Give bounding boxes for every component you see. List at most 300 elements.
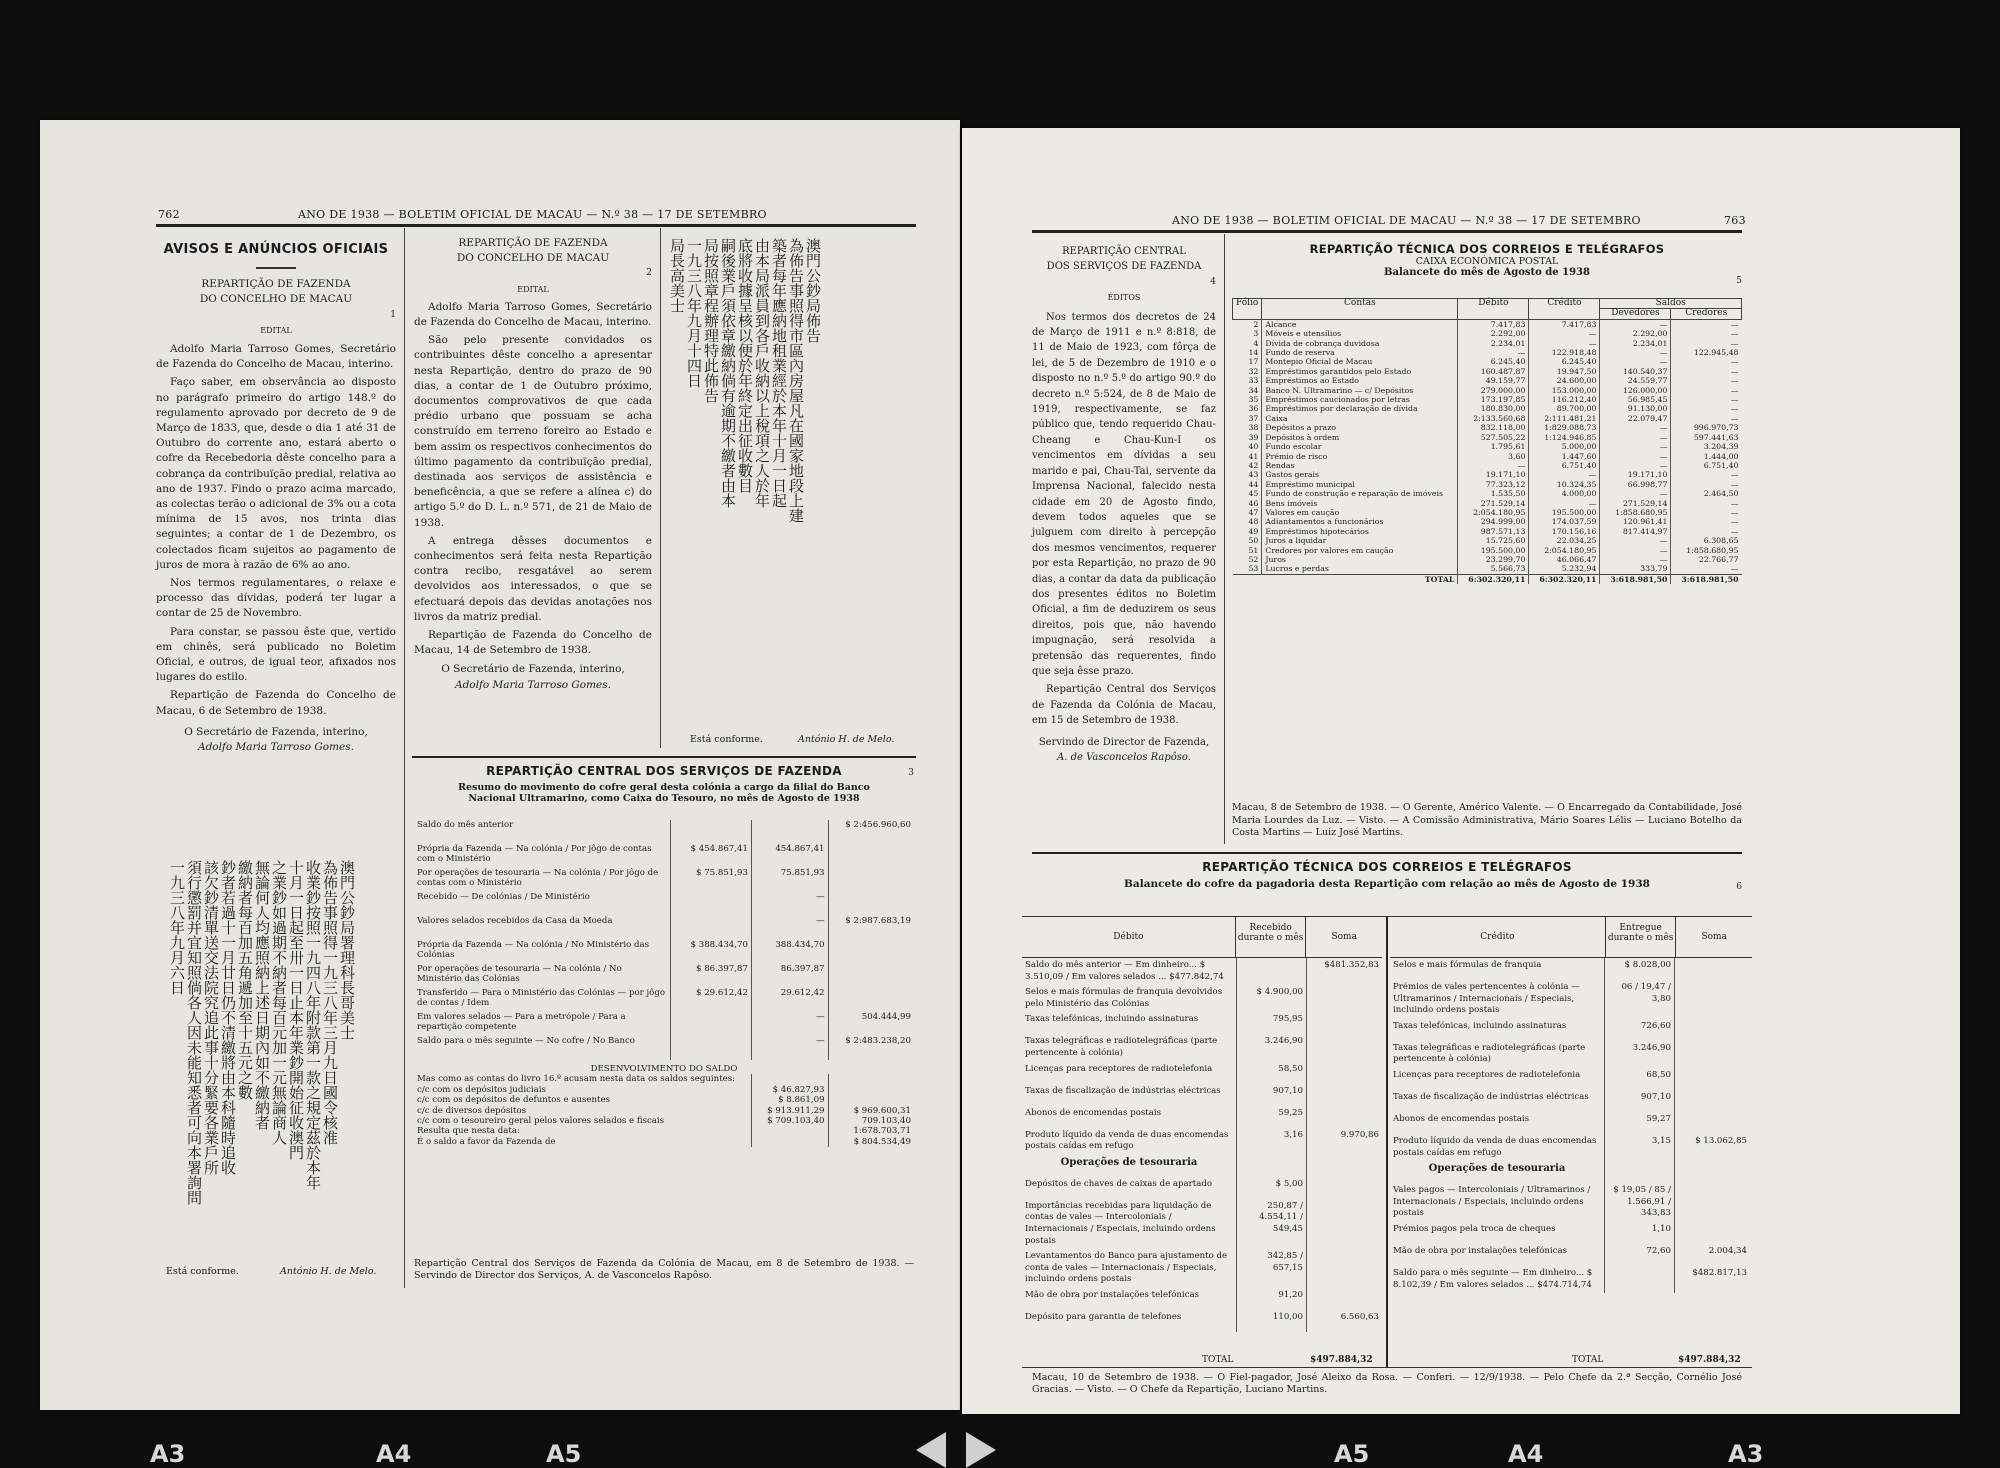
cjk-column: 須行懲罰并宜知照倘各人因未能知悉者可向本署詢問 — [185, 860, 203, 1205]
cashbox-label: Produto líquido da venda de duas encomendas postais caídas em refugo — [1025, 1129, 1229, 1152]
cashbox-row — [1022, 1288, 1382, 1310]
column-rule — [404, 228, 405, 1288]
amount-cell: — — [1600, 357, 1671, 366]
section-rule — [1032, 852, 1742, 854]
cashbox-row — [1390, 1222, 1752, 1244]
develop-amount: $ 8.861,09 — [751, 1095, 828, 1105]
cashbox-amount: 1,10 — [1604, 1222, 1674, 1244]
cashbox-row — [1022, 1034, 1382, 1061]
amount-cell: — — [1600, 442, 1671, 451]
amount-cell: — — [1671, 357, 1742, 366]
amount-cell: 987.571,13 — [1458, 527, 1529, 536]
treasury-amount: — — [751, 916, 828, 940]
cjk-column: 為佈告事照得市區內房屋凡在國家地段上建 — [787, 238, 805, 523]
amount-cell: 527.505,22 — [1458, 433, 1529, 442]
notice1-signer-name: Adolfo Maria Tarroso Gomes. — [198, 741, 354, 754]
cashbox-col-credito: Crédito — [1480, 932, 1515, 942]
amount-cell: 832.118,00 — [1458, 423, 1529, 432]
cjk-column: 為佈告事照得一九三八年三月九日國令核准 — [321, 860, 339, 1145]
header-rule — [1032, 230, 1742, 233]
cashbox-label: Abonos de encomendas postais — [1393, 1113, 1530, 1124]
savings-row — [1233, 564, 1742, 574]
amount-cell: 7.417,83 — [1529, 319, 1600, 329]
account-cell: Adiantamentos a funcionários — [1265, 517, 1384, 527]
cjk-notice-bottom — [168, 860, 355, 1260]
folio-cell: 42 — [1233, 461, 1262, 470]
amount-cell: — — [1671, 527, 1742, 536]
running-head: ANO DE 1938 — BOLETIM OFICIAL DE MACAU — N.º 38 — 17 DE SETEMBRO — [1172, 214, 1641, 227]
amount-cell: 1.447,60 — [1529, 452, 1600, 461]
develop-label: É o saldo a favor da Fazenda de — [417, 1136, 556, 1147]
page-number: 763 — [1724, 214, 1746, 227]
cjk-top-conform: Está conforme. — [690, 734, 763, 745]
savings-row — [1233, 470, 1742, 479]
amount-cell: 89.700,00 — [1529, 404, 1600, 413]
amount-cell: 2.292,00 — [1458, 329, 1529, 338]
amount-cell: 279.000,00 — [1458, 386, 1529, 395]
account-cell: Empréstimos por declaração de dívida — [1265, 404, 1418, 414]
col-debito: Débito — [1458, 299, 1529, 320]
develop-label: c/c com o tesoureiro geral pelos valores selados e fiscais — [417, 1116, 665, 1127]
folio-cell: 45 — [1233, 489, 1262, 498]
treasury-row — [414, 1012, 914, 1036]
treasury-row — [414, 844, 914, 868]
folio-cell: 37 — [1233, 414, 1262, 423]
cashbox-amount — [1674, 1183, 1750, 1222]
notice1-kind: EDITAL — [260, 325, 292, 335]
cashbox-label: Taxas telefónicas, incluindo assinaturas — [1393, 1020, 1567, 1031]
notice1-line: Faço saber, em observância ao disposto no parágrafo primeiro do artigo 148.º do regulamento aprovado por decreto de 9 de Março de 1833, que, desde o dia 1 até 31 de Outubro do corrente ano, estará aberto o cofre da Recebedoria dêste concelho para a cobrança da contribuïção predial, relativa ao ano de 1937. Findo o prazo acima marcado, as colectas terão o adicional de 3% ou a cota mínima de 15 avos, nos trinta dias seguintes; a contar de 1 de Dezembro, os colectados ficam sujeitos ao pagamento de juros de mora à razão de 6% ao ano. — [156, 376, 396, 571]
folio-cell: 41 — [1233, 452, 1262, 461]
savings-row — [1233, 339, 1742, 348]
account-cell: Valores em caução — [1265, 507, 1340, 517]
amount-cell: 174.037,59 — [1529, 517, 1600, 526]
notice1-heading-2: DO CONCELHO DE MACAU — [199, 293, 353, 306]
amount-cell: — — [1671, 508, 1742, 517]
cashbox-amount: 726,60 — [1604, 1019, 1674, 1041]
amount-cell: — — [1600, 452, 1671, 461]
treasury-amount: 504.444,99 — [828, 1012, 914, 1036]
savings-row — [1233, 357, 1742, 366]
develop-amount: $ 709.103,40 — [751, 1116, 828, 1126]
savings-row — [1233, 555, 1742, 564]
cashbox-amount: 68,50 — [1604, 1068, 1674, 1090]
amount-cell: — — [1671, 367, 1742, 376]
amount-cell: — — [1671, 480, 1742, 489]
cashbox-label: Licenças para receptores de radiotelefonia — [1025, 1063, 1213, 1074]
account-cell: Gastos gerais — [1265, 470, 1320, 480]
cashbox-amount: 59,27 — [1604, 1112, 1674, 1134]
treasury-amount — [671, 916, 752, 940]
develop-amount — [751, 1126, 828, 1136]
treasury-label: Por operações de tesouraria — Na colónia / Por jôgo de contas com o Ministério — [417, 868, 659, 889]
cashbox-row — [1022, 1199, 1382, 1249]
savings-title: REPARTIÇÃO TÉCNICA DOS CORREIOS E TELÉGRAFOS — [1309, 242, 1665, 256]
savings-row — [1233, 461, 1742, 470]
savings-row — [1233, 367, 1742, 376]
cashbox-col-soma: Soma — [1305, 917, 1382, 957]
develop-amount — [751, 1074, 828, 1084]
treasury-amount: 75.851,93 — [751, 868, 828, 892]
amount-cell: 1:829.088,73 — [1529, 423, 1600, 432]
cashbox-amount — [1674, 1041, 1750, 1068]
cashbox-amount — [1674, 1222, 1750, 1244]
cashbox-label: Levantamentos do Banco para ajustamento de conta de vales — Internacionais / Especiais, incluindo ordens postais — [1025, 1251, 1228, 1285]
cashbox-amount: 72,60 — [1604, 1244, 1674, 1266]
amount-cell: — — [1529, 339, 1600, 348]
treasury-amount: $ 2:987.683,19 — [828, 916, 914, 940]
account-cell: Bens imóveis — [1265, 498, 1318, 508]
notice2-line: São pelo presente convidados os contribuintes dêste concelho a apresentar nesta Repartição, dentro do prazo de 90 dias, a contar de 1 de Outubro próximo, documentos comprovativos de que cada prédio urbano que possuam se acha construído em terreno foreiro ao Estado e bem assim os respectivos conhecimentos do último pagamento da contribuïção predial, destinada aos serviços de assistência e beneficência, a que se refere a alínea c) do artigo 5.º do D. L. n.º 571, de 21 de Maio de 1938. — [414, 334, 652, 529]
treasury-amount — [671, 892, 752, 916]
savings-row — [1233, 348, 1742, 357]
notice2-kind: EDITAL — [517, 284, 549, 294]
cashbox-amount: $ 5,00 — [1236, 1177, 1306, 1199]
cashbox-row — [1390, 1134, 1752, 1161]
cashbox-label: Saldo para o mês seguinte — Em dinheiro... $ 8.102,39 / Em valores selados ... $474.714,74 — [1393, 1267, 1593, 1290]
amount-cell: 6.751,40 — [1671, 461, 1742, 470]
develop-amount — [828, 1085, 914, 1095]
amount-cell: 3.204,39 — [1671, 442, 1742, 451]
cashbox-number: 6 — [1736, 882, 1742, 892]
cjk-column: 十月一日起至卅一日止本年業鈔開始征收澳門 — [287, 860, 305, 1160]
amount-cell: — — [1671, 470, 1742, 479]
col-credores: Credores — [1671, 309, 1742, 319]
notice2-signer-name: Adolfo Maria Tarroso Gomes. — [455, 678, 611, 691]
treasury-row — [414, 868, 914, 892]
amount-cell: — — [1600, 423, 1671, 432]
cashbox-row — [1390, 1183, 1752, 1222]
cashbox-amount: 3.246,90 — [1236, 1034, 1306, 1061]
treasury-subtitle-1: Resumo do movimento do cofre geral desta colónia a cargo da filial do Banco — [458, 782, 870, 793]
treasury-amount: $ 2:456.960,60 — [828, 820, 914, 844]
cashbox-label: Licenças para receptores de radiotelefonia — [1393, 1069, 1581, 1080]
amount-cell: 2:054.180,95 — [1458, 508, 1529, 517]
notice2-number: 2 — [646, 268, 652, 279]
savings-table — [1232, 298, 1742, 584]
cjk-column: 一九三八年九月六日 — [168, 860, 186, 995]
cashbox-label: Taxas telefónicas, incluindo assinaturas — [1025, 1014, 1199, 1025]
account-cell: Empréstimos garantidos pelo Estado — [1265, 366, 1412, 376]
cashbox-amount — [1306, 1155, 1382, 1177]
savings-row — [1233, 536, 1742, 545]
savings-row — [1233, 319, 1742, 329]
savings-row — [1233, 442, 1742, 451]
treasury-amount — [828, 868, 914, 892]
develop-label: c/c com os depósitos judiciais — [417, 1084, 546, 1095]
amount-cell: 2.234,01 — [1600, 339, 1671, 348]
treasury-label: Própria da Fazenda — Na colónia / Por jôgo de contas com o Ministério — [417, 844, 652, 865]
develop-label: c/c de diversos depósitos — [417, 1105, 527, 1116]
cashbox-amount: 250,87 / 4.554,11 / 549,45 — [1236, 1199, 1306, 1249]
cashbox-col-recebido: Recebido durante o mês — [1235, 917, 1306, 957]
cashbox-total-debit: $497.884,32 — [1310, 1355, 1373, 1365]
account-cell: Prémio de risco — [1265, 451, 1328, 461]
amount-cell: 333,79 — [1600, 564, 1671, 574]
treasury-label: Saldo do mês anterior — [417, 820, 514, 830]
cashbox-amount — [1306, 1106, 1382, 1128]
treasury-amount — [671, 1012, 752, 1036]
cashbox-total-label: TOTAL — [1202, 1355, 1234, 1365]
notices-column-1 — [156, 236, 396, 755]
folio-cell: 14 — [1233, 348, 1262, 357]
amount-cell: — — [1671, 404, 1742, 413]
account-cell: Dívida de cobrança duvidosa — [1265, 338, 1380, 348]
folio-cell: 34 — [1233, 386, 1262, 395]
amount-cell: 120.961,41 — [1600, 517, 1671, 526]
cashbox-amount: 110,00 — [1236, 1310, 1306, 1332]
folio-cell: 35 — [1233, 395, 1262, 404]
develop-amount: $ 804.534,49 — [828, 1137, 914, 1147]
account-cell: Juros — [1265, 554, 1286, 564]
cashbox-row — [1390, 1068, 1752, 1090]
cashbox-amount: 9.970,86 — [1306, 1128, 1382, 1155]
total-amount: 3:618.981,50 — [1671, 574, 1742, 584]
edital-signer-name: A. de Vasconcelos Rapôso. — [1057, 752, 1191, 763]
account-cell: Empréstimos caucionados por letras — [1265, 395, 1410, 405]
amount-cell: 2:054.180,95 — [1529, 546, 1600, 555]
amount-cell: — — [1671, 376, 1742, 385]
cashbox-label: Taxas telegráficas e radiotelegráficas (parte pertencente à colónia) — [1393, 1042, 1586, 1065]
cashbox-credit-side — [1390, 917, 1752, 1293]
amount-cell: 116.212,40 — [1529, 395, 1600, 404]
notice1-line: Para constar, se passou êste que, vertido em chinês, será publicado no Boletim Oficial, e outros, de igual teor, afixados nos lugares do estilo. — [156, 625, 396, 684]
savings-row — [1233, 452, 1742, 461]
cashbox-amount: 3,15 — [1604, 1134, 1674, 1161]
cjk-notice-top — [668, 238, 821, 728]
blank-cell — [1233, 574, 1262, 584]
film-mark: A4 — [376, 1440, 412, 1468]
left-page — [40, 120, 960, 1410]
savings-caption: Balancete do mês de Agosto de 1938 — [1384, 267, 1590, 278]
amount-cell: 1:124.946,85 — [1529, 433, 1600, 442]
folio-cell: 38 — [1233, 423, 1262, 432]
account-cell: Banco N. Ultramarino — c/ Depósitos — [1265, 385, 1414, 395]
cashbox-label: Taxas de fiscalização de indústrias eléctricas — [1025, 1085, 1221, 1096]
account-cell: Fundo de reserva — [1265, 348, 1335, 358]
cashbox-amount — [1306, 1012, 1382, 1034]
treasury-row — [414, 1036, 914, 1060]
savings-section — [1232, 242, 1742, 286]
notices-column-2 — [414, 236, 652, 693]
col-devedores: Devedores — [1600, 309, 1671, 319]
treasury-amount: $ 75.851,93 — [671, 868, 752, 892]
amount-cell: — — [1600, 433, 1671, 442]
amount-cell: 817.414,97 — [1600, 527, 1671, 536]
amount-cell: — — [1600, 348, 1671, 357]
cashbox-amount: $ 8.028,00 — [1604, 958, 1674, 980]
amount-cell: — — [1529, 499, 1600, 508]
cashbox-amount: $ 19,05 / 85 / 1.566,91 / 343,83 — [1604, 1183, 1674, 1222]
cashbox-amount — [1306, 1199, 1382, 1249]
notice2-signer-title: O Secretário de Fazenda, interino, — [441, 663, 625, 676]
treasury-section — [414, 764, 914, 804]
cashbox-row — [1022, 1249, 1382, 1288]
amount-cell: — — [1671, 395, 1742, 404]
cjk-column: 底將收據呈核以便於年終定出征收數目 — [736, 238, 754, 493]
folio-cell: 52 — [1233, 555, 1262, 564]
cashbox-amount: $481.352,83 — [1306, 958, 1382, 985]
notice2-line: Repartição de Fazenda do Concelho de Macau, 14 de Setembro de 1938. — [414, 629, 652, 657]
cjk-bottom-signer: António H. de Melo. — [280, 1266, 377, 1277]
amount-cell: — — [1671, 319, 1742, 329]
cashbox-row — [1390, 1090, 1752, 1112]
cashbox-label: Prémios de vales pertencentes à colónia — Ultramarinos / Internacionais / Especiais, incluindo ordens postais — [1393, 982, 1580, 1016]
develop-amount: 709.103,40 — [828, 1116, 914, 1126]
amount-cell: 2.292,00 — [1600, 329, 1671, 338]
notice2-line: A entrega dêsses documentos e conhecimentos será feita nesta Repartição contra recibo, resgatável ao serem devolvidos aos interessados, o que se efectuará depois das devidas anotações nos livros da matriz predial. — [414, 534, 652, 623]
treasury-row — [414, 892, 914, 916]
develop-row — [414, 1126, 914, 1136]
folio-cell: 44 — [1233, 480, 1262, 489]
cashbox-amount — [1604, 1161, 1674, 1183]
account-cell: Caixa — [1265, 413, 1288, 423]
edital-heading-1: REPARTIÇÃO CENTRAL — [1062, 246, 1186, 257]
cashbox-amount: 907,10 — [1604, 1090, 1674, 1112]
amount-cell: — — [1671, 386, 1742, 395]
cashbox-total-label-2: TOTAL — [1572, 1355, 1604, 1365]
folio-cell: 33 — [1233, 376, 1262, 385]
account-cell: Móveis e utensílios — [1265, 329, 1342, 339]
amount-cell: 19.947,50 — [1529, 367, 1600, 376]
amount-cell: 2:133.560,68 — [1458, 414, 1529, 423]
amount-cell: 6.308,65 — [1671, 536, 1742, 545]
notice1-line: Adolfo Maria Tarroso Gomes, Secretário de Fazenda do Concelho de Macau, interino. — [156, 343, 396, 371]
cashbox-col-debito: Débito — [1113, 932, 1144, 942]
savings-row — [1233, 433, 1742, 442]
notice2-heading-2: DO CONCELHO DE MACAU — [456, 252, 610, 265]
cashbox-label: Produto líquido da venda de duas encomendas postais caídas em refugo — [1393, 1135, 1597, 1158]
amount-cell: 160.487,87 — [1458, 367, 1529, 376]
cashbox-amount: 58,50 — [1236, 1062, 1306, 1084]
cashbox-row — [1390, 958, 1752, 980]
amount-cell: 10.324,35 — [1529, 480, 1600, 489]
develop-label: Resulta que nesta data: — [417, 1126, 520, 1137]
cashbox-label: Importâncias recebidas para liquidação de contas de vales — Intercoloniais / Internacionais / Especiais, incluindo ordens postais — [1025, 1200, 1216, 1246]
divider — [256, 267, 296, 269]
treasury-table — [414, 820, 914, 1147]
amount-cell: 122.945,48 — [1671, 348, 1742, 357]
treasury-row — [414, 916, 914, 940]
cashbox-amount — [1604, 1266, 1674, 1293]
cashbox-label: Vales pagos — Intercoloniais / Ultramarinos / Internacionais / Especiais, incluindo ordens postais — [1393, 1185, 1591, 1219]
edital-kind: ÉDITOS — [1107, 293, 1141, 303]
folio-cell: 39 — [1233, 433, 1262, 442]
cashbox-amount — [1674, 1161, 1750, 1183]
amount-cell: 1:858.680,95 — [1600, 508, 1671, 517]
amount-cell: 6.245,40 — [1529, 357, 1600, 366]
savings-row — [1233, 395, 1742, 404]
right-page — [962, 128, 1960, 1414]
cashbox-amount — [1306, 1249, 1382, 1288]
amount-cell: 170.156,16 — [1529, 527, 1600, 536]
treasury-label: Por operações de tesouraria — Na colónia / No Ministério das Colónias — [417, 964, 622, 985]
account-cell: Fundo de construção e reparação de imóveis — [1265, 489, 1444, 499]
account-cell: Montepio Oficial de Macau — [1265, 357, 1373, 367]
cashbox-footer: Macau, 10 de Setembro de 1938. — O Fiel-pagador, José Aleixo da Rosa. — Conferi. — 12/9/1938. — Pelo Chefe da 2.ª Secção, Cornélio José Gracias. — Visto. — O Chefe da Repartição, Luciano Martins. — [1032, 1372, 1742, 1395]
cashbox-row — [1390, 1161, 1752, 1183]
amount-cell: 22.034,25 — [1529, 536, 1600, 545]
col-contas: Contas — [1262, 299, 1458, 320]
amount-cell: — — [1671, 414, 1742, 423]
treasury-label: Recebido — De colónias / De Ministério — [417, 892, 590, 902]
cashbox-section — [1032, 860, 1742, 890]
cashbox-amount: 6.560,63 — [1306, 1310, 1382, 1332]
amount-cell: 49.159,77 — [1458, 376, 1529, 385]
savings-row — [1233, 489, 1742, 498]
amount-cell: 77.323,12 — [1458, 480, 1529, 489]
col-credito: Crédito — [1529, 299, 1600, 320]
col-folio: Fólio — [1233, 299, 1262, 320]
cashbox-amount: $482.817,13 — [1674, 1266, 1750, 1293]
cashbox-amount: 59,25 — [1236, 1106, 1306, 1128]
folio-cell: 48 — [1233, 517, 1262, 526]
folio-cell: 50 — [1233, 536, 1262, 545]
cashbox-amount — [1306, 1062, 1382, 1084]
account-cell: Depósitos à ordem — [1265, 432, 1340, 442]
cashbox-label: Taxas de fiscalização de indústrias eléctricas — [1393, 1091, 1589, 1102]
savings-footer: Macau, 8 de Setembro de 1938. — O Gerente, Américo Valente. — O Encarregado da Contabilidade, José Maria Lourdes da Luz. — Visto. — A Comissão Administrativa, Mário Soares Lélis — Luciano Botelho da Costa Martins — Luiz José Martins. — [1232, 802, 1742, 838]
cashbox-label: Abonos de encomendas postais — [1025, 1107, 1162, 1118]
cashbox-amount — [1306, 1034, 1382, 1061]
amount-cell: 3,60 — [1458, 452, 1529, 461]
develop-amount: $ 46.827,93 — [751, 1085, 828, 1095]
cashbox-amount — [1674, 1090, 1750, 1112]
treasury-subtitle-2: Nacional Ultramarino, como Caixa do Tesouro, no mês de Agosto de 1938 — [468, 793, 860, 804]
section-title: AVISOS E ANÚNCIOS OFICIAIS — [163, 242, 389, 257]
notice1-signer-title: O Secretário de Fazenda, interino, — [184, 725, 368, 738]
amount-cell: 126.000,00 — [1600, 386, 1671, 395]
amount-cell: — — [1458, 348, 1529, 357]
running-head: ANO DE 1938 — BOLETIM OFICIAL DE MACAU — N.º 38 — 17 DE SETEMBRO — [298, 208, 767, 221]
treasury-amount — [828, 940, 914, 964]
cashbox-row — [1022, 1106, 1382, 1128]
folio-cell: 36 — [1233, 404, 1262, 413]
amount-cell: 140.540,37 — [1600, 367, 1671, 376]
develop-amount — [828, 1074, 914, 1084]
column-rule — [1224, 234, 1225, 844]
amount-cell: 22.079,47 — [1600, 414, 1671, 423]
treasury-amount: 29.612,42 — [751, 988, 828, 1012]
cashbox-row — [1022, 1155, 1382, 1177]
develop-amount: $ 913.911,29 — [751, 1106, 828, 1116]
cashbox-row — [1390, 1019, 1752, 1041]
cashbox-amount: $ 4.900,00 — [1236, 985, 1306, 1012]
cashbox-label: Mão de obra por instalações telefónicas — [1025, 1289, 1200, 1300]
film-mark: A3 — [150, 1440, 186, 1468]
notice1-number: 1 — [390, 309, 396, 320]
folio-cell: 43 — [1233, 470, 1262, 479]
edital-heading-2: DOS SERVIÇOS DE FAZENDA — [1046, 261, 1202, 273]
amount-cell: 6.245,40 — [1458, 357, 1529, 366]
notice2-heading-1: REPARTIÇÃO DE FAZENDA — [458, 237, 608, 249]
cashbox-label: Selos e mais fórmulas de franquia — [1393, 960, 1542, 970]
notice1-line: Repartição de Fazenda do Concelho de Macau, 6 de Setembro de 1938. — [156, 689, 396, 717]
amount-cell: — — [1458, 461, 1529, 470]
savings-row — [1233, 480, 1742, 489]
develop-amount: $ 969.600,31 — [828, 1106, 914, 1116]
amount-cell: — — [1671, 329, 1742, 338]
amount-cell: 2.234,01 — [1458, 339, 1529, 348]
cashbox-amount: 06 / 19,47 / 3,80 — [1604, 980, 1674, 1019]
cashbox-table — [1022, 916, 1752, 1368]
cashbox-row — [1022, 1062, 1382, 1084]
amount-cell: — — [1600, 546, 1671, 555]
treasury-title: REPARTIÇÃO CENTRAL DOS SERVIÇOS DE FAZENDA — [486, 764, 842, 778]
cashbox-amount: $ 13.062,85 — [1674, 1134, 1750, 1161]
amount-cell: — — [1671, 339, 1742, 348]
cjk-top-signer: António H. de Melo. — [798, 734, 895, 745]
